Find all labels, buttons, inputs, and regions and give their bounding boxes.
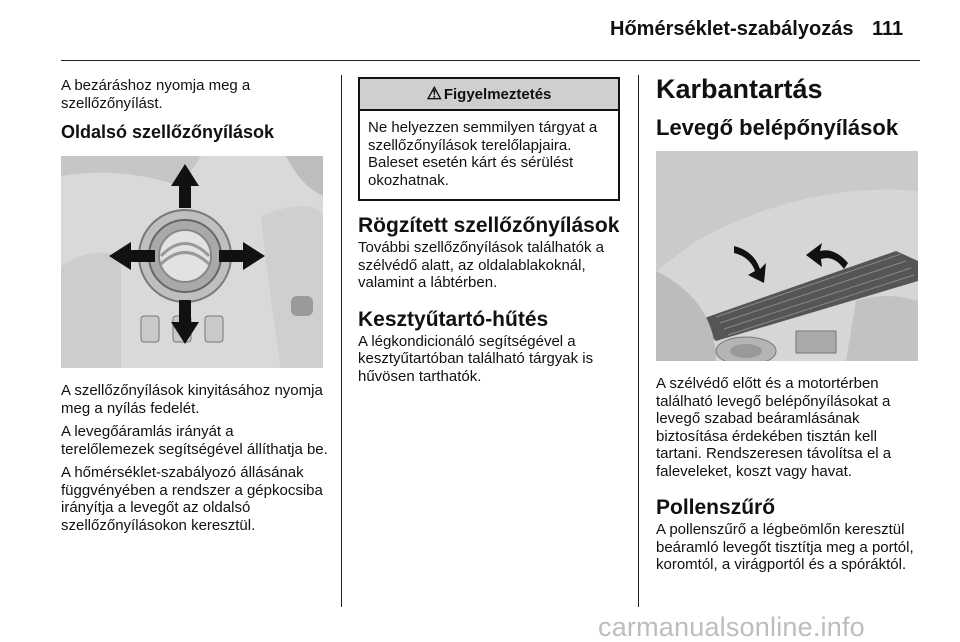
airflow-direction-text: A levegőáramlás irányát a terelőlemezek segítségével állíthatja be.: [61, 423, 328, 458]
column-divider-2: [638, 75, 639, 607]
side-vent-illustration-svg: [61, 156, 323, 368]
air-inlet-illustration: [656, 151, 918, 361]
column-3: [656, 74, 922, 580]
column-2: [358, 77, 628, 391]
warning-triangle-icon: ⚠: [426, 84, 442, 103]
watermark: carmanualsonline.info: [598, 612, 865, 642]
air-inlets-text: A szélvédő előtt és a motortérben található levegő belépőnyílásokat a levegő szabad beáramlásának biztosítása érdekében tisztán kell tartani. Rendszeresen távolítsa el a faleveleket, koszt vagy havat.: [656, 375, 892, 480]
glovebox-cooling-heading: Kesztyűtartó-hűtés: [358, 307, 549, 331]
running-header-title: Hőmérséklet-szabályozás: [610, 18, 854, 40]
page-number: 111: [872, 18, 904, 40]
warning-box: [358, 77, 620, 201]
fixed-vents-text: További szellőzőnyílások találhatók a szélvédő alatt, az oldalablakoknál, valamint a lábtérben.: [358, 239, 604, 291]
column-divider-1: [341, 75, 342, 607]
pollen-filter-heading: Pollenszűrő: [656, 496, 776, 519]
open-vents-text: A szellőzőnyílások kinyitásához nyomja meg a nyílás fedelét.: [61, 382, 323, 417]
header-rule: [61, 60, 920, 61]
intro-text: A bezáráshoz nyomja meg a szellőzőnyílást.: [61, 77, 251, 112]
warning-header: [360, 79, 618, 111]
side-vents-heading: Oldalsó szellőzőnyílások: [61, 122, 275, 142]
glovebox-cooling-text: A légkondicionáló segítségével a kesztyűtartóban található tárgyak is hűvösen tarthatók.: [358, 332, 594, 385]
warning-title: Figyelmeztetés: [443, 85, 552, 103]
warning-text: Ne helyezzen semmilyen tárgyat a szellőzőnyílások terelőlapjaira. Baleset esetén kárt és sérülést okozhatnak.: [368, 119, 598, 189]
climate-control-text: A hőmérséklet-szabályozó állásának függvényében a rendszer a gépkocsiba irányítja a levegőt az oldalsó szellőzőnyílásokon keresztül.: [61, 464, 323, 534]
maintenance-title: Karbantartás: [656, 74, 823, 104]
column-1: [61, 77, 329, 540]
pollen-filter-text: A pollenszűrő a légbeömlőn keresztül beáramló levegőt tisztítja meg a portól, koromtól, a virágportól és a spóráktól.: [656, 521, 914, 573]
fixed-vents-heading: Rögzített szellőzőnyílások: [358, 214, 620, 237]
side-vent-illustration: [61, 156, 323, 368]
air-inlet-illustration-svg: [656, 151, 918, 361]
air-inlets-heading: Levegő belépőnyílások: [656, 115, 899, 140]
